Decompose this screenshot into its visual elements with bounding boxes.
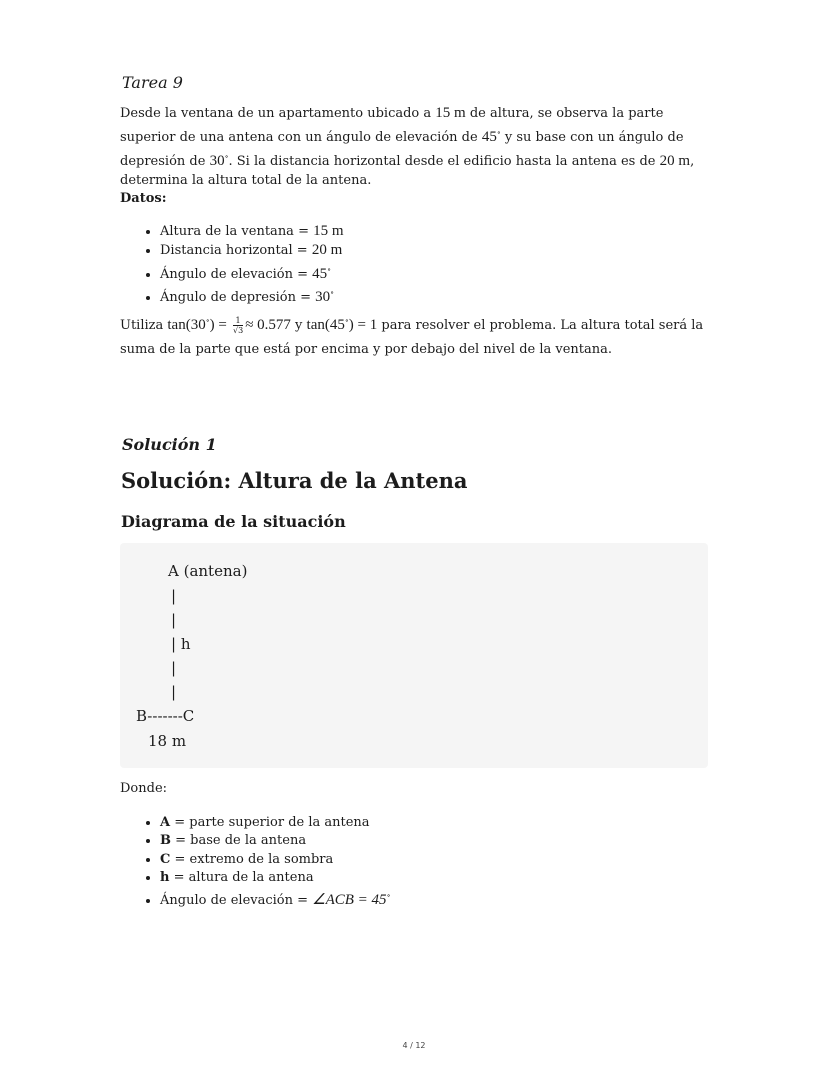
page-number: 4 / 12 bbox=[402, 1041, 426, 1050]
list-item: • C = extremo de la sombra bbox=[160, 851, 390, 869]
solution-label: Solución 1 bbox=[122, 435, 217, 454]
diagram-label-h: | h bbox=[171, 635, 191, 653]
solution-title: Solución: Altura de la Antena bbox=[121, 468, 468, 493]
diagram-bar: | bbox=[171, 587, 177, 605]
definitions-list bbox=[120, 814, 390, 910]
fraction: $\frac{1}{√3}$ bbox=[233, 316, 244, 335]
list-item: • A = parte superior de la antena bbox=[160, 814, 390, 832]
list-item: • Ángulo de depresión = 30∘ bbox=[160, 284, 344, 307]
diagram-bar: | bbox=[171, 683, 177, 701]
diagram-bar: | bbox=[171, 611, 177, 629]
list-item: • Altura de la ventana = 15 m bbox=[160, 222, 344, 241]
list-item: • Ángulo de elevación = ∠ACB = 45∘ bbox=[160, 887, 390, 910]
donde-label: Donde: bbox=[120, 781, 168, 796]
datos-heading: Datos: bbox=[120, 191, 167, 206]
diagram-label-bc: B-------C bbox=[136, 707, 195, 725]
list-item: • Distancia horizontal = 20 m bbox=[160, 241, 344, 260]
list-item: • Ángulo de elevación = 45∘ bbox=[160, 261, 344, 284]
diagram-heading: Diagrama de la situación bbox=[121, 512, 346, 531]
diagram-label-distance: 18 m bbox=[148, 732, 187, 750]
task-statement: Desde la ventana de un apartamento ubicado a 15 m de altura, se observa la parte superior de una antena con un ángulo de elevación de 45∘ y su base con un ángulo de depresión de 30∘. Si la distancia horizontal desde el edificio hasta la antena es de 20 m, determina la altura total de la antena. bbox=[120, 105, 695, 188]
diagram-label-a: A (antena) bbox=[168, 562, 248, 580]
diagram-box bbox=[120, 543, 708, 768]
datos-list bbox=[120, 222, 344, 307]
list-item: • h = altura de la antena bbox=[160, 869, 390, 887]
task-title: Tarea 9 bbox=[122, 73, 183, 92]
diagram-bar: | bbox=[171, 659, 177, 677]
hint-paragraph: Utiliza tan(30∘) = $\frac{1}{√3}$ ≈ 0.577 y tan(45∘) = 1 para resolver el problema. La altura total será la suma de la parte que está por encima y por debajo del nivel de la ventana. bbox=[120, 316, 704, 357]
list-item: • B = base de la antena bbox=[160, 832, 390, 850]
